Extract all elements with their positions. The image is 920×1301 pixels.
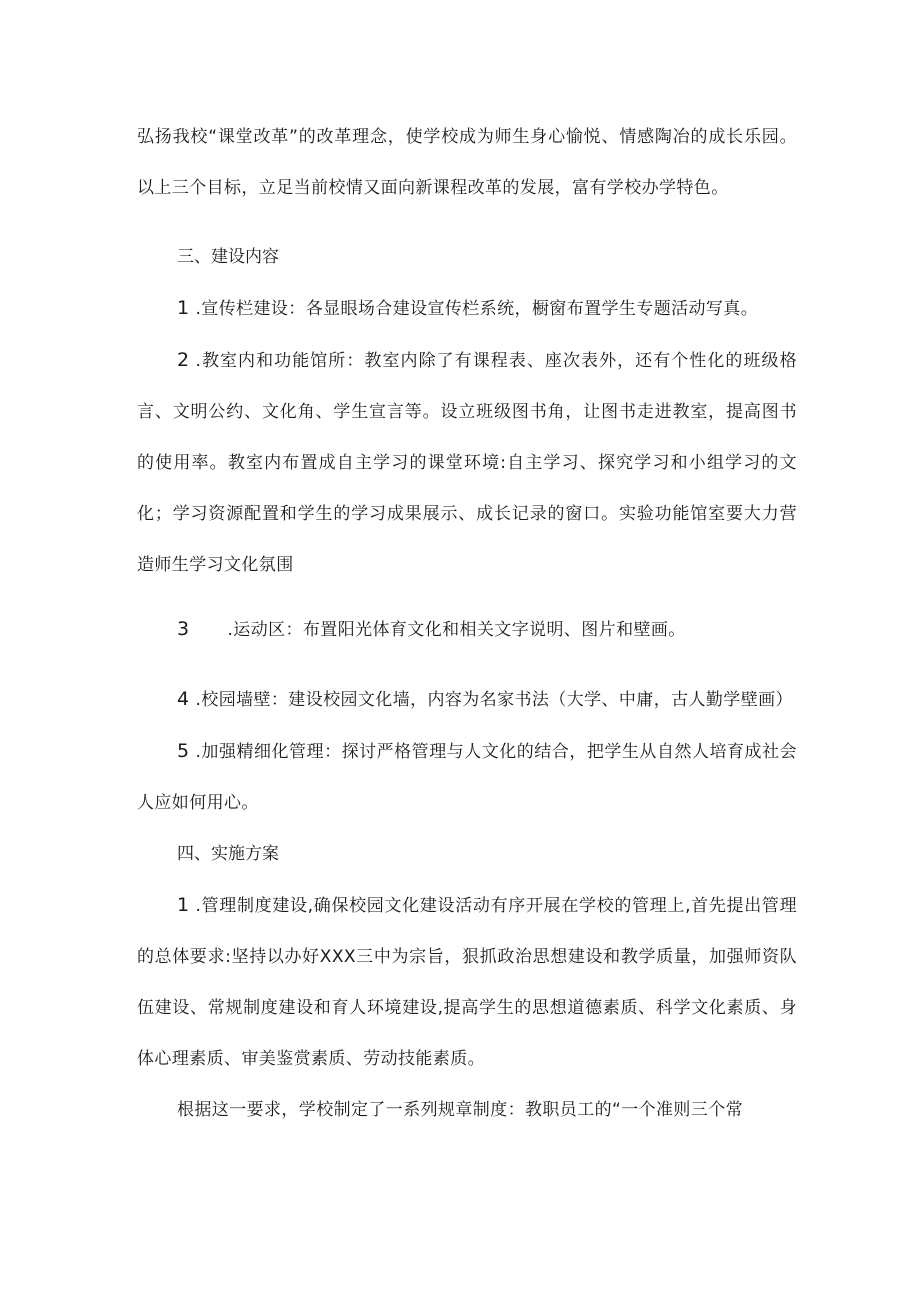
list-item-number: 3 bbox=[177, 618, 190, 640]
list-item-4 bbox=[137, 674, 797, 726]
list-item-number: 2 bbox=[177, 349, 190, 371]
list-item-number: 1 bbox=[177, 297, 190, 319]
list-item-text: .加强精细化管理：探讨严格管理与人文化的结合，把学生从自然人培育成社会人应如何用心。 bbox=[137, 742, 797, 813]
section-heading-construction-content: 三、建设内容 bbox=[177, 247, 279, 267]
list-item-text: .校园墙壁：建设校园文化墙，内容为名家书法（大学、中庸，古人勤学壁画） bbox=[195, 690, 793, 710]
document-page bbox=[137, 112, 797, 1136]
list-item-3 bbox=[137, 604, 797, 656]
list-item-text: .运动区：布置阳光体育文化和相关文字说明、图片和壁画。 bbox=[227, 620, 686, 640]
list-item-number: 1 bbox=[177, 894, 190, 916]
list-item-number: 4 bbox=[177, 688, 190, 710]
list-item-text: .宣传栏建设：各显眼场合建设宣传栏系统，橱窗布置学生专题活动写真。 bbox=[195, 299, 759, 319]
list-item-2 bbox=[137, 335, 797, 591]
paragraph-regulations: 根据这一要求，学校制定了一系列规章制度：教职员工的“一个准则三个常 bbox=[177, 1100, 744, 1120]
list-item-1 bbox=[137, 283, 797, 335]
list-item-number: 5 bbox=[177, 740, 190, 762]
list-item-5 bbox=[137, 726, 797, 829]
implementation-item-1 bbox=[137, 880, 797, 1085]
list-item-text: .管理制度建设,确保校园文化建设活动有序开展在学校的管理上,首先提出管理的总体要求:坚持以办好XXX三中为宗旨，狠抓政治思想建设和教学质量，加强师资队伍建设、常规制度建设和育人环境建设,提高学生的思想道德素质、科学文化素质、身体心理素质、审美鉴赏素质、劳动技能素质。 bbox=[137, 896, 797, 1069]
list-item-text: .教室内和功能馆所：教室内除了有课程表、座次表外，还有个性化的班级格言、文明公约、文化角、学生宣言等。设立班级图书角，让图书走进教室，提高图书的使用率。教室内布置成自主学习的课堂环境:自主学习、探究学习和小组学习的文化；学习资源配置和学生的学习成果展示、成长记录的窗口。实验功能馆室要大力营造师生学习文化氛围 bbox=[137, 351, 797, 575]
paragraph-intro: 弘扬我校“课堂改革”的改革理念，使学校成为师生身心愉悦、情感陶冶的成长乐园。以上三个目标，立足当前校情又面向新课程改革的发展，富有学校办学特色。 bbox=[137, 127, 797, 198]
section-heading-implementation-plan: 四、实施方案 bbox=[177, 844, 279, 864]
